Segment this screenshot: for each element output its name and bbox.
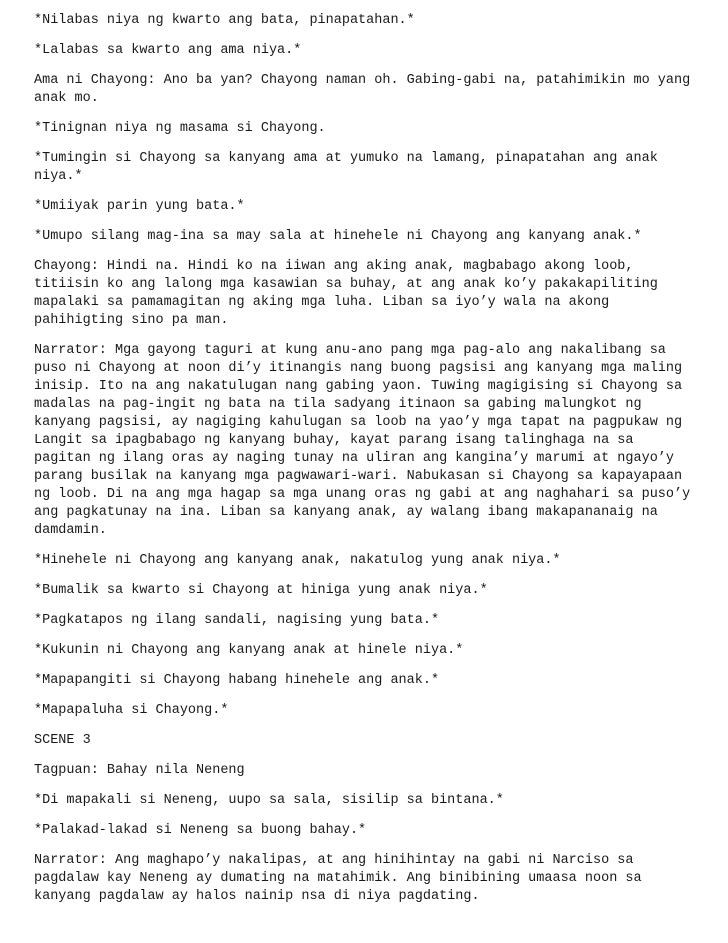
stage-direction: *Tumingin si Chayong sa kanyang ama at yumuko na lamang, pinapatahan ang anak niya.* <box>34 151 658 184</box>
stage-direction: *Hinehele ni Chayong ang kanyang anak, nakatulog yung anak niya.* <box>34 553 561 568</box>
narrator-line: Narrator: Ang maghapo’y nakalipas, at ang hinihintay na gabi ni Narciso sa pagdalaw kay Neneng ay dumating na matahimik. Ang binibining umaasa noon sa kanyang pagdalaw ay halos nainip nsa di niya pagdating. <box>34 853 642 904</box>
setting-line: Tagpuan: Bahay nila Neneng <box>34 763 245 778</box>
stage-direction: *Umupo silang mag-ina sa may sala at hinehele ni Chayong ang kanyang anak.* <box>34 229 642 244</box>
stage-direction: *Lalabas sa kwarto ang ama niya.* <box>34 43 302 58</box>
stage-direction: *Tinignan niya ng masama si Chayong. <box>34 121 326 136</box>
stage-direction: *Umiiyak parin yung bata.* <box>34 199 245 214</box>
document-page <box>34 12 694 918</box>
stage-direction: *Pagkatapos ng ilang sandali, nagising yung bata.* <box>34 613 440 628</box>
narrator-line: Narrator: Mga gayong taguri at kung anu-ano pang mga pag-alo ang nakalibang sa puso ni Chayong at noon di’y itinangis nang buong pagsisi ang kanyang mga maling inisip. Ito na ang nakatulugan nang gabing yaon. Tuwing magigising si Chayong sa madalas na pag-ingit ng bata na tila sadyang itinaon sa gabing malungkot ng kanyang pagsisi, ay nagiging kahulugan sa loob na yao’y mga tapat na pagpukaw ng Langit sa ipagbabago ng kanyang buhay, kayat parang isang talinghaga na sa pagitan ng ilang oras ay naging tunay na uliran ang kangina’y marumi at ngayo’y parang busilak na kanyang mga pagwawari-wari. Nabukasan si Chayong sa kapayapaan ng loob. Di na ang mga hagap sa mga unang oras ng gabi at ang naghahari sa puso’y ang pagkatunay na ina. Liban sa kanyang anak, ay walang ibang makapananaig na damdamin. <box>34 343 691 538</box>
scene-heading: SCENE 3 <box>34 733 91 748</box>
stage-direction: *Bumalik sa kwarto si Chayong at hiniga yung anak niya.* <box>34 583 488 598</box>
stage-direction: *Mapapaluha si Chayong.* <box>34 703 229 718</box>
stage-direction: *Palakad-lakad si Neneng sa buong bahay.* <box>34 823 367 838</box>
stage-direction: *Mapapangiti si Chayong habang hinehele ang anak.* <box>34 673 440 688</box>
stage-direction: *Di mapakali si Neneng, uupo sa sala, sisilip sa bintana.* <box>34 793 504 808</box>
stage-direction: *Nilabas niya ng kwarto ang bata, pinapatahan.* <box>34 13 415 28</box>
stage-direction: *Kukunin ni Chayong ang kanyang anak at hinele niya.* <box>34 643 464 658</box>
dialogue-line: Ama ni Chayong: Ano ba yan? Chayong naman oh. Gabing-gabi na, patahimikin mo yang anak mo. <box>34 73 691 106</box>
dialogue-line: Chayong: Hindi na. Hindi ko na iiwan ang aking anak, magbabago akong loob, titiisin ko ang lalong mga kasawian sa buhay, at ang anak ko’y pakakapiliting mapalaki sa pamamagitan ng aking mga luha. Liban sa iyo’y wala na akong pahihigting sino pa man. <box>34 259 658 328</box>
